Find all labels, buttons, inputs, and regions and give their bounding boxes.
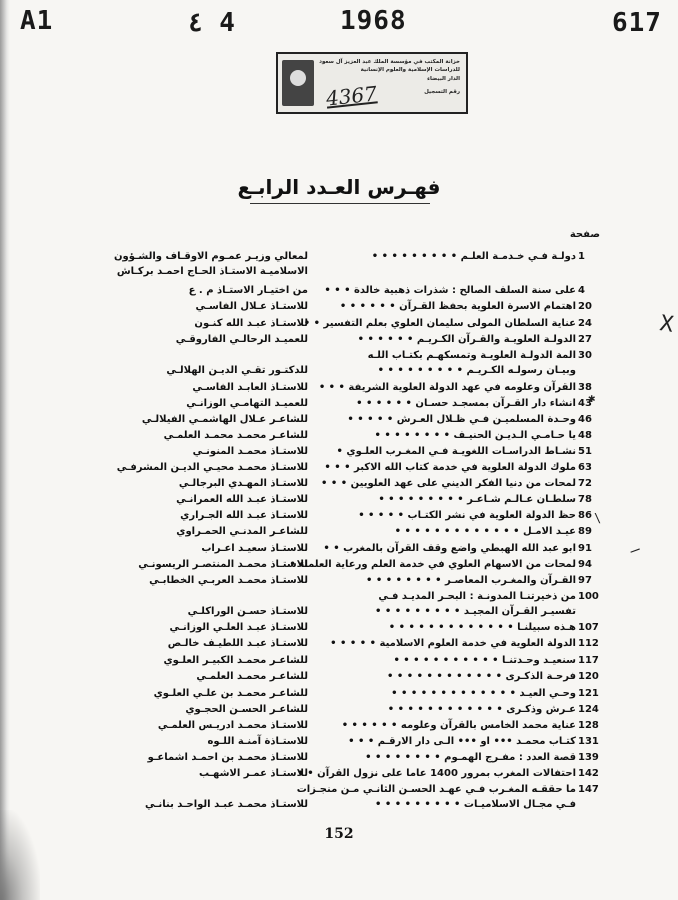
entry-page-number: 24 <box>578 318 592 329</box>
handwritten-tick-mark: \ <box>594 511 602 525</box>
toc-entry <box>0 334 678 349</box>
entry-page-number: 30 <box>578 350 592 361</box>
entry-author: للشاعـر محمـد الكبيـر العلـوي <box>163 655 308 666</box>
entry-title: ملوك الدولة العلوية في خدمة كتاب الله الاكبر • • • <box>324 462 576 473</box>
entry-title: سلطـان عـالـم شـاعـر • • • • • • • • • <box>378 494 576 505</box>
entry-page-number: 72 <box>578 478 592 489</box>
entry-title: القرآن وعلومه في عهد الدولة العلوية الشريفة • • • <box>318 382 576 393</box>
entry-page-number: 86 <box>578 510 592 521</box>
entry-author: للاستـاذ محمـد العربـي الخطابـي <box>149 575 308 586</box>
toc-entry <box>0 266 678 281</box>
entry-author: للاستـاذ محمـد بن احمـد اشماعـو <box>147 752 308 763</box>
toc-entry <box>0 575 678 590</box>
handwritten-dash-mark: — <box>627 538 643 561</box>
entry-title: على سنة السلف الصالح : شذرات ذهبية خالدة • • • <box>324 285 576 296</box>
entry-author: للاستـاذة آمنـة اللـوه <box>207 736 308 747</box>
toc-entry <box>0 398 678 413</box>
entry-title: القـرآن والمغـرب المعاصـر • • • • • • • • <box>366 575 576 586</box>
toc-entry <box>0 543 678 558</box>
toc-entry <box>0 606 678 621</box>
entry-title: وبيـان رسولـه الكـريـم • • • • • • • • • <box>377 365 576 376</box>
toc-entry <box>0 591 678 606</box>
entry-page-number: 120 <box>578 671 599 682</box>
entry-author: للشاعـر المدنـي الحمـراوي <box>176 526 308 537</box>
entry-author: للاستـاذ سعيـد اعـراب <box>201 543 308 554</box>
toc-entry <box>0 318 678 333</box>
toc-entry <box>0 478 678 493</box>
entry-title: يا حـامـي الـديـن الحنيـف • • • • • • • • <box>374 430 576 441</box>
toc-entry <box>0 688 678 703</box>
entry-author: للاستـاذ محمـد المنونـي <box>192 446 308 457</box>
entry-page-number: 128 <box>578 720 599 731</box>
entry-page-number: 63 <box>578 462 592 473</box>
entry-author: للدكتـور تقـي الديـن الهلالـي <box>166 365 308 376</box>
entry-author: للعميـد الرحالـي الفاروقـي <box>175 334 308 345</box>
entry-page-number: 112 <box>578 638 599 649</box>
entry-title: فـي مجـال الاسلاميـات • • • • • • • • • <box>375 799 576 810</box>
toc-entry <box>0 365 678 380</box>
toc-entry <box>0 768 678 783</box>
page-title: فهـرس العـدد الرابـع <box>237 175 441 199</box>
entry-page-number: 117 <box>578 655 599 666</box>
entry-title: حظ الدولة العلوية في نشر الكتـاب • • • • • <box>358 510 576 521</box>
toc-entry <box>0 655 678 670</box>
toc-entry <box>0 799 678 814</box>
entry-page-number: 121 <box>578 688 599 699</box>
toc-entry <box>0 350 678 365</box>
entry-title: فرحـة الذكـرى • • • • • • • • • • • • <box>387 671 576 682</box>
entry-author: للاستـاذ عبـد الله كنـون <box>194 318 308 329</box>
stamp-line: رقم التسجيل <box>424 89 460 95</box>
entry-title: لمحات من الاسهام العلوي في خدمة العلم ورعاية العلماء • <box>289 559 576 570</box>
entry-page-number: 46 <box>578 414 592 425</box>
entry-page-number: 4 <box>578 285 585 296</box>
entry-page-number: 1 <box>578 251 585 262</box>
entry-author: للاستـاذ محمـد ادريـس العلمـي <box>157 720 308 731</box>
toc-entry <box>0 301 678 316</box>
entry-author: للاستـاذ عـلال الفاسـي <box>195 301 308 312</box>
entry-author: للاستـاذ العابـد الفاسـي <box>192 382 308 393</box>
toc-entry <box>0 622 678 637</box>
entry-title: انشاء دار القـرآن بمسجـد حسـان • • • • • • <box>356 398 576 409</box>
entry-page-number: 139 <box>578 752 599 763</box>
entry-author: للاستـاذ حسـن الوراكلـي <box>187 606 308 617</box>
entry-author: للاستـاذ عبـد العلـي الوزانـي <box>169 622 308 633</box>
entry-title: الدولـة العلويـة والقـرآن الكـريـم • • • • • • <box>357 334 576 345</box>
entry-author: للشاعـر محمـد محمـد العلمـي <box>163 430 308 441</box>
toc-entry <box>0 382 678 397</box>
entry-title: تفسيـر القـرآن المجيـد • • • • • • • • • <box>374 606 576 617</box>
toc-entry <box>0 414 678 429</box>
entry-author: للاستـاذ عبـد الله الجـراري <box>180 510 308 521</box>
entry-title: الدولة العلوية في خدمة العلوم الاسلامية • • • • • <box>330 638 576 649</box>
toc-entry <box>0 510 678 525</box>
stamp-line: خزانة المكتب في مؤسسة الملك عبد العزيز آل سعود <box>319 59 460 65</box>
entry-page-number: 124 <box>578 704 599 715</box>
entry-title: قصة العدد : مفـرج الهمـوم • • • • • • • • <box>365 752 576 763</box>
entry-page-number: 100 <box>578 591 599 602</box>
entry-title: من ذخيرتنـا المدونـة : البحـر المديـد فـي <box>378 591 576 602</box>
entry-title: كتـاب محمـد ••• او ••• الـى دار الارقـم • • • <box>348 736 576 747</box>
entry-title: المة الدولـة العلويـة وتمسكهـم بكتـاب اللـه <box>367 350 576 361</box>
entry-author: الاسلاميـة الاستـاذ الحـاج احمـد بركـاش <box>116 266 308 277</box>
entry-page-number: 97 <box>578 575 592 586</box>
entry-page-number: 20 <box>578 301 592 312</box>
toc-entry <box>0 446 678 461</box>
entry-page-number: 89 <box>578 526 592 537</box>
toc-entry <box>0 720 678 735</box>
page-column-label: صفحة <box>569 229 600 240</box>
entry-author: للاستـاذ عبـد اللطيـف خالـص <box>167 638 308 649</box>
entry-page-number: 142 <box>578 768 599 779</box>
entry-title: عيـد الامـل • • • • • • • • • • • • • <box>394 526 576 537</box>
handwritten-code: A1 <box>20 6 54 36</box>
entry-title: وحـي العيـد • • • • • • • • • • • • • <box>391 688 576 699</box>
entry-title: عـرش وذكـرى • • • • • • • • • • • • <box>387 704 576 715</box>
entry-author: من اختيـار الاستـاذ م . ع <box>188 285 308 296</box>
entry-author: للشاعـر محمـد بن علـي العلـوي <box>153 688 308 699</box>
entry-title: هـذه سبيلنـا • • • • • • • • • • • • • <box>388 622 576 633</box>
entry-title: عناية السلطان المولى سليمان العلوي بعلم التفسير • • <box>303 318 576 329</box>
entry-page-number: 131 <box>578 736 599 747</box>
stamp-line: الدار البيضاء <box>427 76 460 82</box>
entry-page-number: 91 <box>578 543 592 554</box>
stamp-line: للدراسات الإسلامية والعلوم الإنسانية <box>360 67 460 73</box>
toc-entry <box>0 638 678 653</box>
entry-page-number: 48 <box>578 430 592 441</box>
toc-entry <box>0 494 678 509</box>
handwritten-star-mark: ✱ <box>588 391 596 405</box>
entry-author: للاستـاذ محمـد عبـد الواحـد بنانـي <box>144 799 308 810</box>
entry-author: لمعالي وزيـر عمـوم الاوقـاف والشـؤون <box>113 251 308 262</box>
entry-page-number: 78 <box>578 494 592 505</box>
entry-author: للاستـاذ المهـدي البرجالـي <box>178 478 308 489</box>
toc-entry <box>0 704 678 719</box>
entry-page-number: 147 <box>578 784 599 795</box>
entry-author: للاستـاذ محمـد المنتصـر الريسونـي <box>138 559 308 570</box>
toc-entry <box>0 736 678 751</box>
toc-entry <box>0 251 678 266</box>
handwritten-catalog-number: 617 <box>612 8 662 38</box>
entry-page-number: 27 <box>578 334 592 345</box>
toc-entry <box>0 462 678 477</box>
toc-entry <box>0 526 678 541</box>
entry-page-number: 107 <box>578 622 599 633</box>
entry-title: ابو عبد الله الهبطي واضع وقف القرآن بالمغرب • • <box>323 543 576 554</box>
entry-author: للاستـاذ محمـد محيـي الديـن المشرفـي <box>116 462 308 473</box>
entry-author: للعميـد التهامـي الوزانـي <box>186 398 308 409</box>
entry-author: للشاعـر عـلال الهاشمـي الفيلالـي <box>141 414 308 425</box>
toc-entry <box>0 430 678 445</box>
handwritten-issue-number: ٤ 4 <box>188 8 235 38</box>
stamp-registration-number: 4367 <box>324 81 379 111</box>
toc-entry <box>0 671 678 686</box>
entry-author: للشاعـر الحسـن الحجـوي <box>185 704 308 715</box>
entry-title: دولـة فـي خـدمـة العلـم • • • • • • • • • <box>371 251 576 262</box>
entry-author: للاستـاذ عبـد الله العمرانـي <box>176 494 308 505</box>
entry-title: لمحات من دنيا الفكر الديني على عهد العلويين • • • <box>321 478 576 489</box>
entry-title: اهتمام الاسرة العلوية بحفظ القـرآن • • • • • • <box>339 301 576 312</box>
toc-entry <box>0 752 678 767</box>
entry-author: للاستـاذ عمـر الاشهـب <box>198 768 308 779</box>
entry-page-number: 43 <box>578 398 592 409</box>
toc-entry <box>0 559 678 574</box>
handwritten-year: 1968 <box>340 6 407 36</box>
entry-page-number: 94 <box>578 559 592 570</box>
entry-title: وحـدة المسلميـن فـي ظـلال العـرش • • • • • <box>347 414 576 425</box>
entry-title: احتفالات المغرب بمرور 1400 عاما على نزول القرآن • • <box>297 768 576 779</box>
entry-title: نشـاط الدراسـات اللغويـة فـي المغـرب العلـوي • <box>336 446 576 457</box>
entry-title: عناية محمد الخامس بالقرآن وعلومه • • • • • • <box>341 720 576 731</box>
toc-entry <box>0 285 678 300</box>
page-number: 152 <box>324 826 354 842</box>
toc-entry <box>0 784 678 799</box>
entry-title: ما حققـه المغـرب فـي عهـد الحسـن الثانـي مـن منجـزات <box>296 784 576 795</box>
handwritten-x-mark: X <box>658 311 675 338</box>
entry-page-number: 51 <box>578 446 592 457</box>
entry-title: سنعيـد وحـدتنـا • • • • • • • • • • • <box>393 655 576 666</box>
entry-author: للشاعـر محمـد العلمـي <box>196 671 308 682</box>
entry-page-number: 38 <box>578 382 592 393</box>
